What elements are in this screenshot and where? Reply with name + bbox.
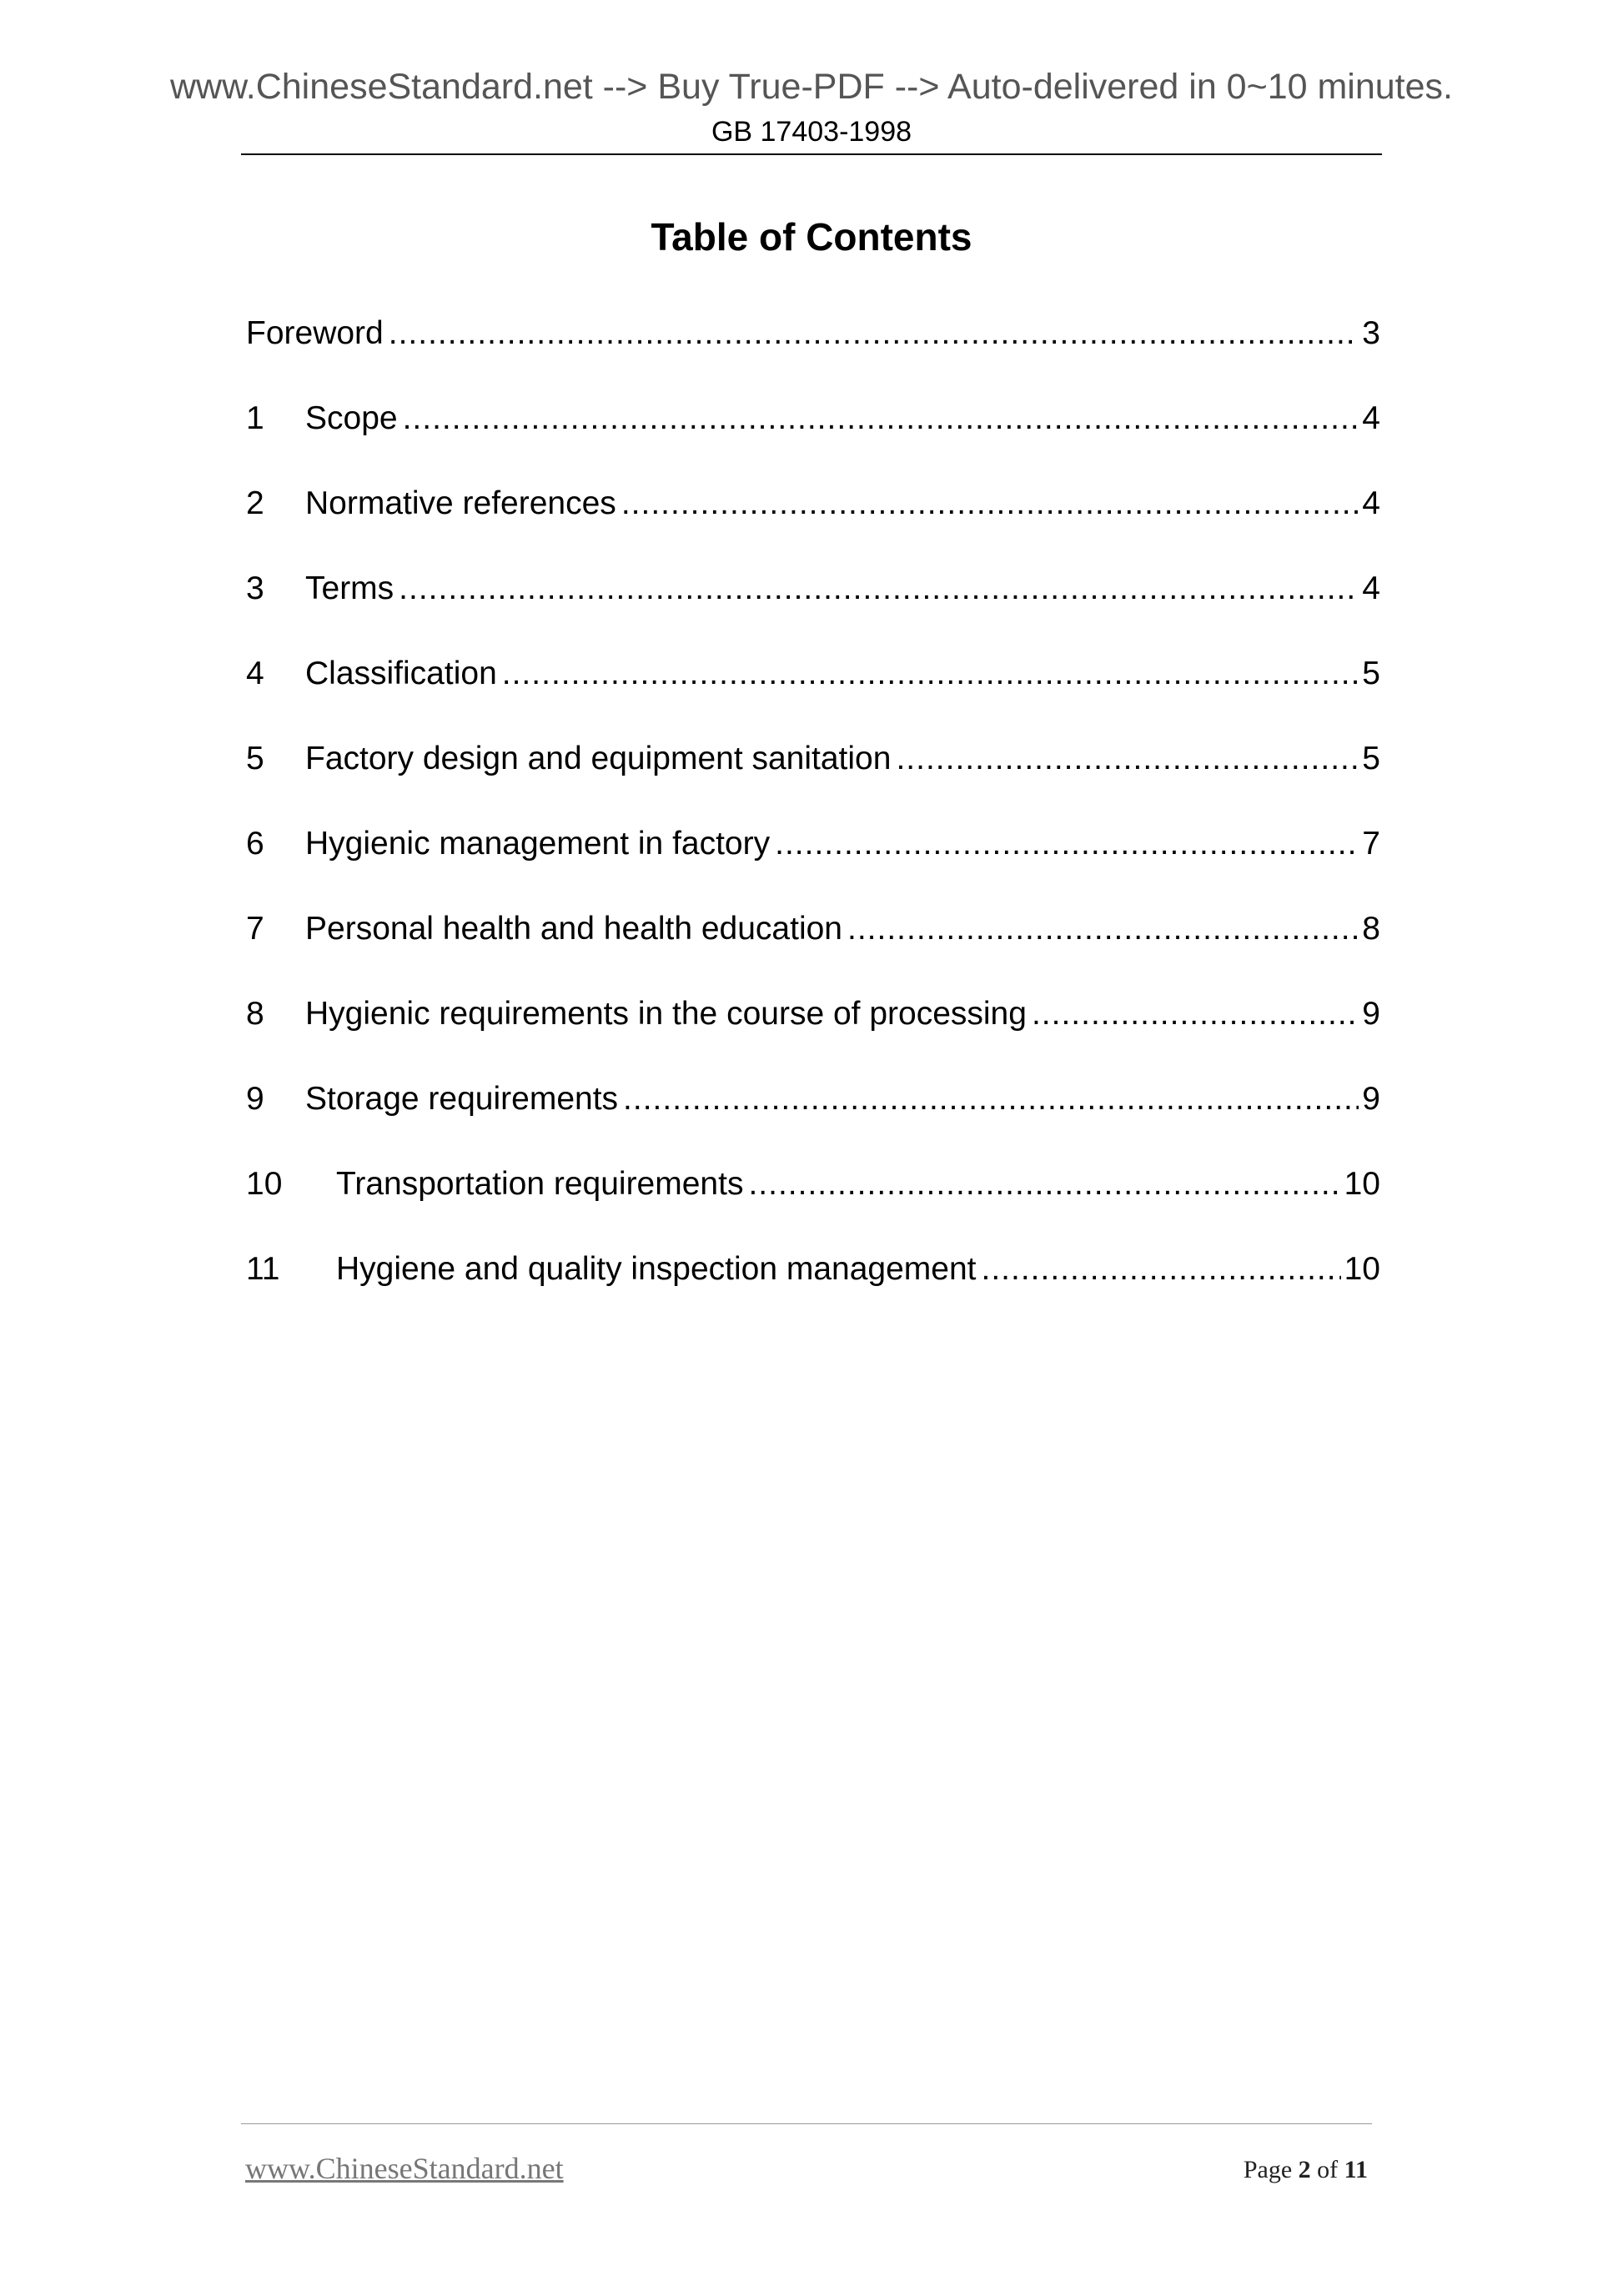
toc-entry-storage-requirements[interactable] (246, 1077, 1380, 1162)
toc-entry-label: Hygiene and quality inspection management (336, 1251, 977, 1287)
toc-entry-number: 6 (246, 826, 264, 862)
toc-entry-page: 10 (1344, 1251, 1380, 1287)
toc-entry-terms[interactable] (246, 566, 1380, 651)
toc-entry-page: 5 (1362, 656, 1380, 691)
toc-entry-number: 1 (246, 400, 264, 436)
toc-entry-page: 9 (1362, 996, 1380, 1032)
toc-entry-number: 9 (246, 1081, 264, 1117)
toc-entry-label: Foreword (246, 315, 384, 351)
toc-entry-page: 8 (1362, 911, 1380, 947)
toc-dot-leader (847, 907, 1359, 952)
top-banner[interactable]: www.ChineseStandard.net --> Buy True-PDF --> Auto-delivered in 0~10 minutes. (169, 67, 1453, 107)
toc-entry-normative-references[interactable] (246, 481, 1380, 566)
toc-entry-processing-requirements[interactable] (246, 992, 1380, 1077)
footer-divider (241, 2123, 1372, 2124)
page-of: of (1317, 2156, 1339, 2183)
toc-dot-leader (775, 821, 1359, 867)
toc-entry-transportation-requirements[interactable] (246, 1162, 1380, 1247)
footer-website-link[interactable]: www.ChineseStandard.net (245, 2152, 564, 2185)
toc-entry-label: Classification (305, 656, 497, 691)
toc-dot-leader (623, 1077, 1359, 1122)
header-divider (241, 153, 1382, 155)
toc-entry-label: Hygienic requirements in the course of processing (305, 996, 1027, 1032)
toc-entry-label: Scope (305, 400, 398, 436)
toc-entry-number: 8 (246, 996, 264, 1032)
toc-entry-label: Hygienic management in factory (305, 826, 771, 862)
page-current: 2 (1298, 2156, 1311, 2183)
toc-entry-label: Terms (305, 570, 394, 606)
page-total: 11 (1344, 2156, 1368, 2183)
toc-entry-classification[interactable] (246, 651, 1380, 736)
toc-entry-number: 11 (246, 1251, 280, 1287)
toc-entry-label: Storage requirements (305, 1081, 619, 1117)
footer-page-number (1244, 2153, 1368, 2187)
toc-entry-scope[interactable] (246, 396, 1380, 481)
toc-entry-label: Factory design and equipment sanitation (305, 741, 892, 776)
toc-entry-number: 7 (246, 911, 264, 947)
toc-dot-leader (1032, 992, 1359, 1037)
table-of-contents (246, 311, 1380, 1332)
toc-entry-label: Transportation requirements (336, 1166, 744, 1202)
toc-entry-foreword[interactable] (246, 311, 1380, 396)
toc-entry-page: 4 (1362, 485, 1380, 521)
toc-entry-number: 3 (246, 570, 264, 606)
page-prefix: Page (1243, 2156, 1293, 2183)
toc-entry-number: 2 (246, 485, 264, 521)
toc-dot-leader (621, 481, 1359, 526)
toc-entry-page: 9 (1362, 1081, 1380, 1117)
toc-entry-label: Personal health and health education (305, 911, 842, 947)
toc-entry-page: 3 (1362, 315, 1380, 351)
toc-dot-leader (403, 396, 1359, 441)
toc-entry-hygienic-management[interactable] (246, 821, 1380, 907)
toc-entry-personal-health[interactable] (246, 907, 1380, 992)
toc-dot-leader (389, 311, 1359, 356)
toc-entry-page: 7 (1362, 826, 1380, 862)
toc-dot-leader (896, 736, 1359, 781)
toc-dot-leader (748, 1162, 1340, 1207)
toc-dot-leader (982, 1247, 1341, 1292)
toc-entry-number: 4 (246, 656, 264, 691)
toc-entry-page: 5 (1362, 741, 1380, 776)
toc-entry-number: 5 (246, 741, 264, 776)
toc-entry-label: Normative references (305, 485, 616, 521)
toc-entry-page: 10 (1344, 1166, 1380, 1202)
toc-dot-leader (399, 566, 1359, 611)
toc-dot-leader (502, 651, 1359, 696)
document-code: GB 17403-1998 (711, 116, 912, 148)
toc-entry-page: 4 (1362, 400, 1380, 436)
toc-title: Table of Contents (651, 215, 972, 259)
toc-entry-inspection-management[interactable] (246, 1247, 1380, 1332)
toc-entry-factory-design[interactable] (246, 736, 1380, 821)
toc-entry-number: 10 (246, 1166, 283, 1202)
toc-entry-page: 4 (1362, 570, 1380, 606)
